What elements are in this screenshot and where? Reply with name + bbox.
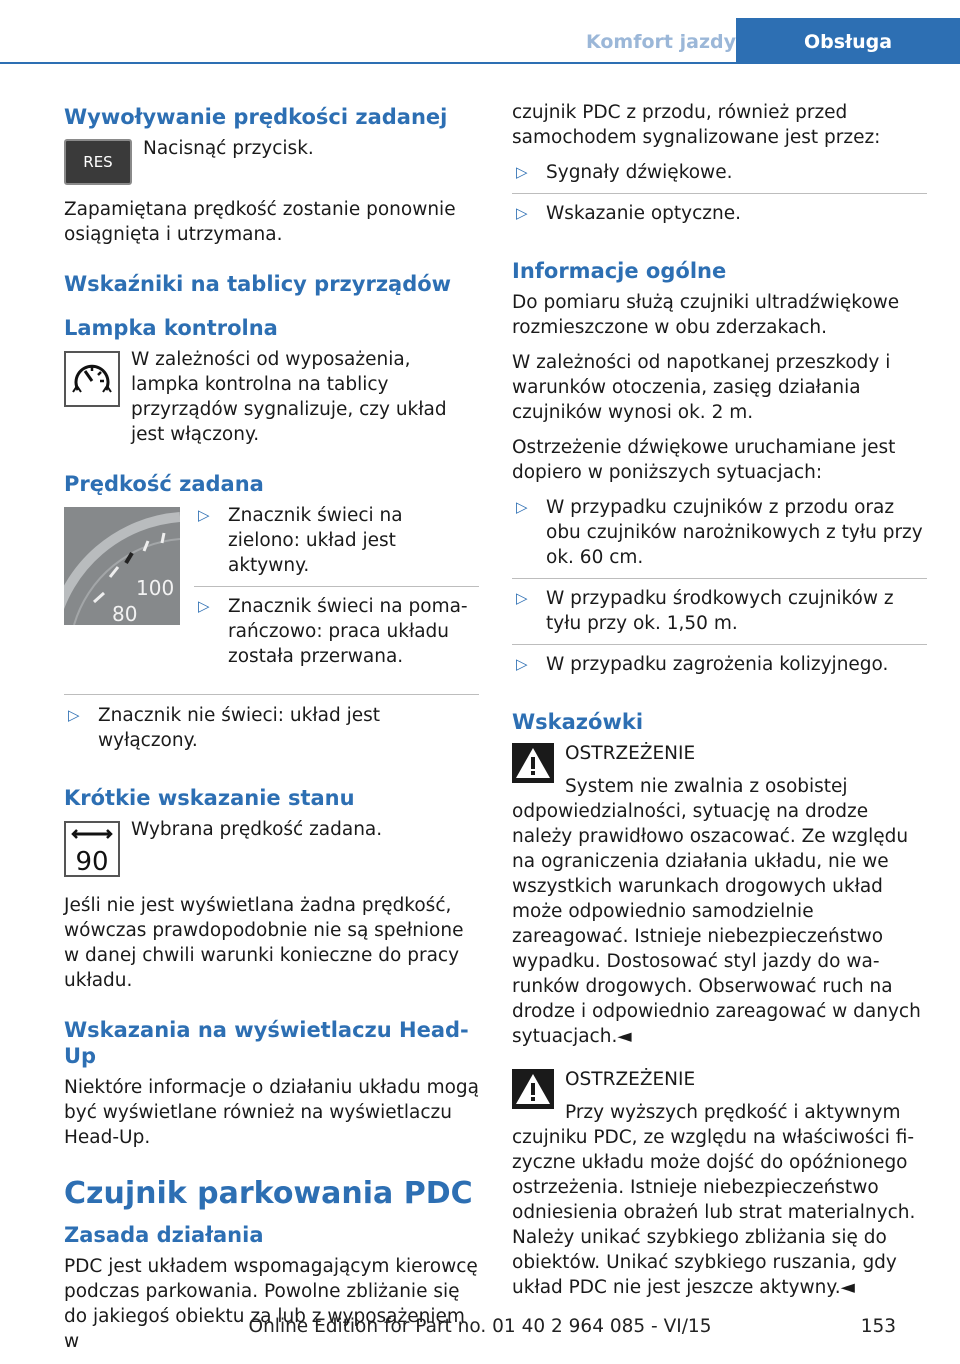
paragraph-principle: PDC jest układem wspomagającym kierowcę podczas parkowania. Powolne zbliżanie się do jakiegoś obiektu za lub z wyposażeniem w: [64, 1256, 478, 1352]
heading-tips: Wskazówki: [512, 710, 644, 734]
lamp-text: W zależności od wyposażenia, lampka kontrolna na tablicy przyrządów sygnalizuje, czy układ jest włączony.: [131, 349, 447, 445]
gauge-label-80: 80: [112, 602, 138, 625]
warning-title: OSTRZEŻENIE: [565, 743, 696, 764]
lamp-row: [64, 347, 479, 447]
triangle-bullet-icon: ▷: [516, 498, 528, 516]
warning-triangle-icon: [512, 743, 554, 783]
short-text: Wybrana prędkość zadana.: [131, 819, 383, 840]
tab-obsluga[interactable]: Obsługa: [736, 18, 960, 62]
list-item: ▷ Wskazanie optyczne.: [516, 203, 741, 224]
res-text: Nacisnąć przycisk.: [143, 138, 314, 159]
right-column: [512, 100, 927, 1318]
warning-title: OSTRZEŻENIE: [565, 1069, 696, 1090]
paragraph-continued: czujnik PDC z przodu, również przed samochodem sygnalizowane jest przez:: [512, 102, 881, 148]
speedometer-marker-icon: [64, 507, 180, 629]
warning-block-2: [512, 1067, 927, 1300]
heading-pdc: Czujnik parkowania PDC: [64, 1176, 473, 1211]
header-rule: [0, 62, 960, 64]
paragraph-not-shown: Jeśli nie jest wyświetlana żadna prędkość, wówczas prawdopodobnie nie są spełnione w danej chwili warunki konieczne do pracy układu.: [64, 895, 464, 991]
list-item: ▷ W przypadku środkowych czujników z tyłu przy ok. 1,50 m.: [512, 586, 927, 645]
list-item: ▷ Znacznik nie świeci: układ jest wyłączony.: [68, 705, 380, 751]
list-item: ▷ Znacznik świeci na zielono: układ jest aktywny.: [194, 503, 479, 587]
heading-recall: Wywoływanie prędkości zadanej: [64, 105, 448, 129]
paragraph-general-1: Do pomiaru służą czujniki ultradźwiękowe rozmieszczone w obu zderzakach.: [512, 292, 900, 338]
off-list: [64, 694, 479, 761]
left-column: [64, 100, 479, 1364]
paragraph-headup: Niektóre informacje o działaniu układu mogą być wyświetlane również na wyświetlaczu Head-Up.: [64, 1077, 480, 1148]
heading-principle: Zasada działania: [64, 1223, 264, 1247]
warning-text: Przy wyższych prędkość i aktywnym czujniku PDC, ze względu na właściwości fizyczne układu może dojść do opóźnionego ostrzeżenia. Istnieje niebezpieczeństwo odniesienia obrażeń lub strat materialnych. Należy unikać szybkiego zbliżania się do obiektów. Unikać szybkiego ruszania, gdy układ PDC nie jest jeszcze aktywny.◄: [512, 1102, 916, 1298]
heading-indicators: Wskaźniki na tablicy przyrządów: [64, 272, 452, 296]
warning-text: System nie zwalnia z osobistej odpowiedzialności, sytuację na drodze należy prawidłowo oszacować. Ze względu na ograniczenia działania układu, nie we wszystkich warunkach drogowych układ może odpowiednio samodzielnie zareagować. Istnieje niebezpieczeństwo wypadku. Dostosować styl jazdy do warunków drogowych. Obserwować ruch na drodze i odpowiednio zareagować w danych sytuacjach.◄: [512, 776, 921, 1047]
paragraph-saved: Zapamiętana prędkość zostanie ponownie osiągnięta i utrzymana.: [64, 199, 456, 245]
heading-setspeed: Prędkość zadana: [64, 472, 264, 496]
heading-lamp: Lampka kontrolna: [64, 316, 278, 340]
paragraph-general-2: W zależności od napotkanej przeszkody i warunków otoczenia, zasięg działania czujników wynosi ok. 2 m.: [512, 352, 891, 423]
res-row: [64, 136, 479, 185]
list-item: ▷ W przypadku czujników z przodu oraz obu czujników narożnikowych z tyłu przy ok. 60 cm.: [512, 495, 927, 579]
footer-edition: Online Edition for Part no. 01 40 2 964 085 - VI/15: [248, 1316, 712, 1337]
heading-general: Informacje ogólne: [512, 259, 727, 283]
heading-headup: Wskazania na wyświetlaczu Head-Up: [64, 1018, 469, 1068]
heading-short-status: Krótkie wskazanie stanu: [64, 786, 355, 810]
list-item: ▷ Sygnały dźwiękowe.: [512, 160, 927, 194]
tab-komfort-jazdy[interactable]: Komfort jazdy: [585, 31, 736, 53]
paragraph-general-3: Ostrzeżenie dźwiękowe uruchamiane jest dopiero w poniższych sytuacjach:: [512, 437, 896, 483]
triangle-bullet-icon: ▷: [68, 706, 80, 724]
speed-display-icon: [64, 821, 120, 881]
setspeed-row: [64, 503, 479, 694]
signal-list: [512, 160, 927, 234]
warning-block-1: [512, 741, 927, 1049]
short-row: [64, 817, 479, 881]
cases-list: [512, 495, 927, 685]
gauge-label-100: 100: [136, 576, 175, 600]
triangle-bullet-icon: ▷: [516, 589, 528, 607]
list-item: ▷ Znacznik świeci na pomarańczowo: praca układu została przerwana.: [198, 596, 468, 667]
speed-icon-value: 90: [75, 847, 109, 877]
triangle-bullet-icon: ▷: [516, 204, 528, 222]
list-item: ▷ W przypadku zagrożenia kolizyjnego.: [516, 654, 889, 675]
triangle-bullet-icon: ▷: [198, 506, 210, 524]
warning-triangle-icon: [512, 1069, 554, 1109]
res-button-icon: RES: [64, 139, 132, 185]
triangle-bullet-icon: ▷: [516, 163, 528, 181]
triangle-bullet-icon: ▷: [516, 655, 528, 673]
triangle-bullet-icon: ▷: [198, 597, 210, 615]
cruise-lamp-icon: [64, 351, 120, 411]
setspeed-list: [194, 503, 479, 684]
page-number: 153: [860, 1316, 896, 1337]
